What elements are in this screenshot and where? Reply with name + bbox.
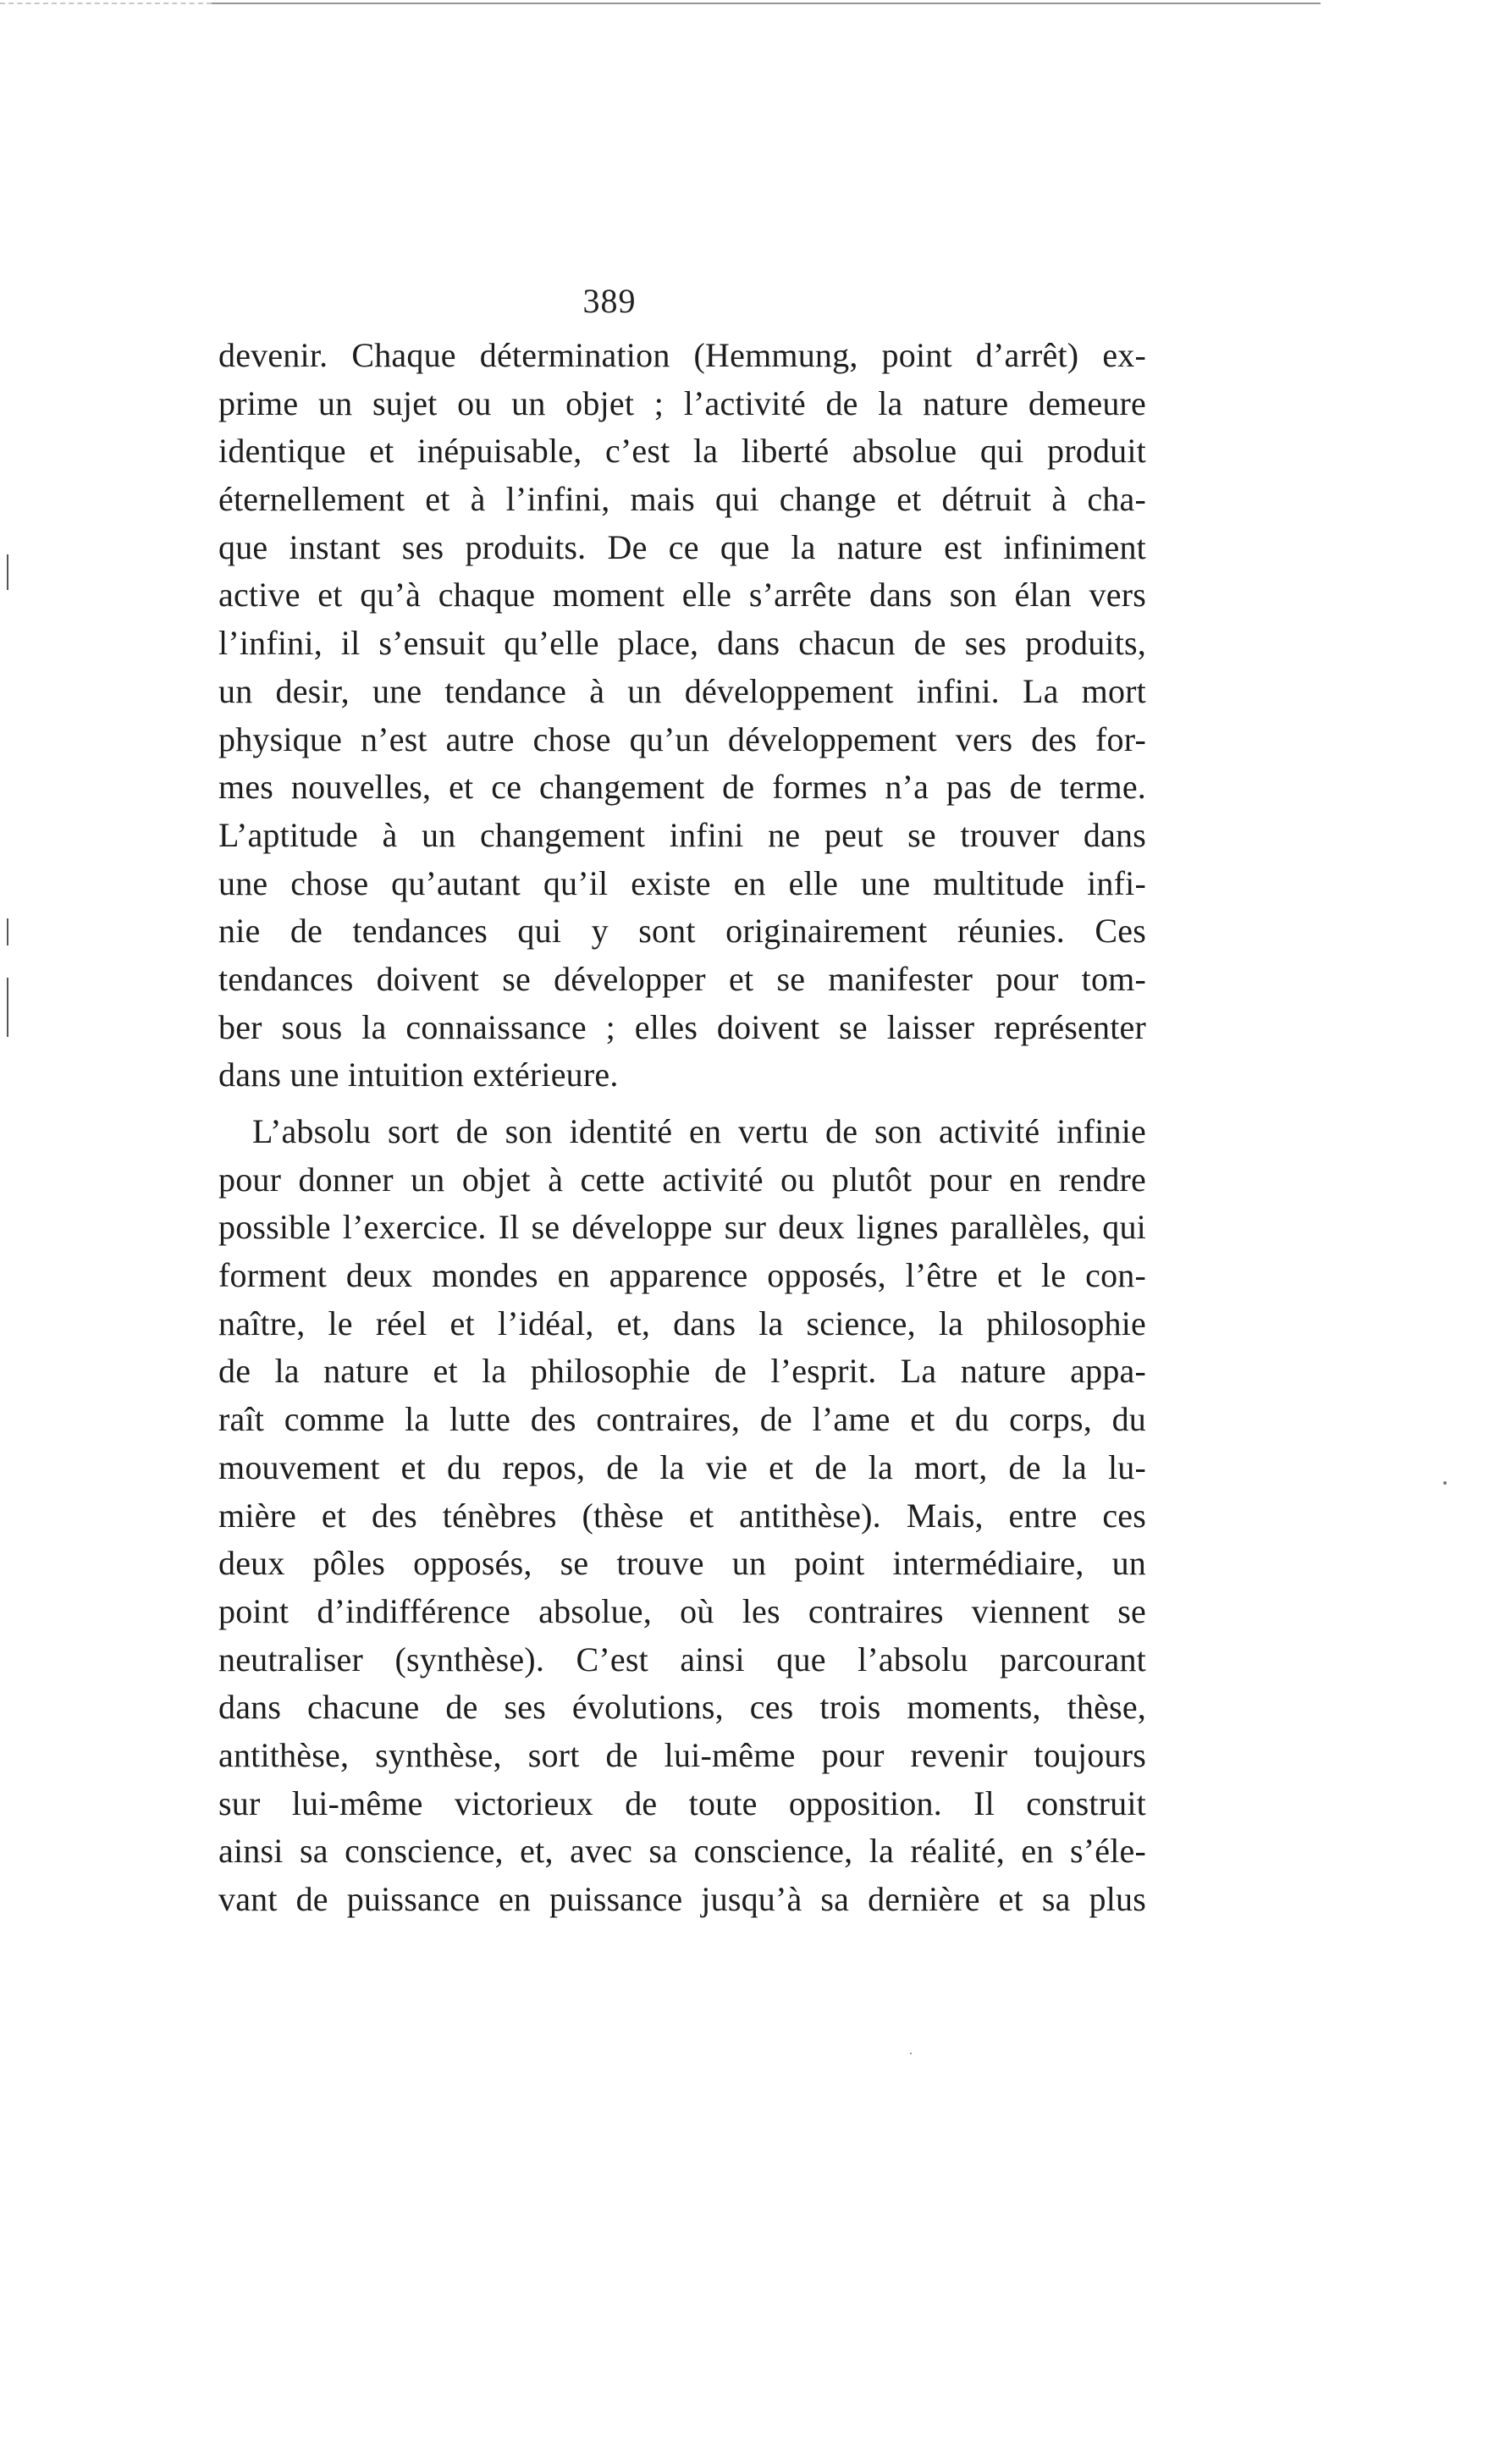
text-line: raît comme la lutte des contraires, de l’ame et du corps, du — [218, 1400, 1146, 1439]
text-line: antithèse, synthèse, sort de lui-même pour revenir toujours — [218, 1735, 1146, 1774]
scan-margin-mark — [7, 554, 8, 590]
paragraph — [218, 332, 1146, 1100]
text-line: mouvement et du repos, de la vie et de la mort, de la lu- — [218, 1447, 1146, 1486]
text-line: neutraliser (synthèse). C’est ainsi que l’absolu parcourant — [218, 1640, 1146, 1678]
text-line: forment deux mondes en apparence opposés, l’être et le con- — [218, 1256, 1146, 1295]
text-line: tendances doivent se développer et se manifester pour tom- — [218, 959, 1146, 998]
text-line: sur lui-même victorieux de toute opposition. Il construit — [218, 1783, 1146, 1822]
text-line: un desir, une tendance à un développement infini. La mort — [218, 671, 1146, 710]
scan-margin-mark — [7, 978, 8, 1037]
text-line: de la nature et la philosophie de l’esprit. La nature appa- — [218, 1352, 1146, 1391]
text-line: L’aptitude à un changement infini ne peut se trouver dans — [218, 815, 1146, 854]
text-line: prime un sujet ou un objet ; l’activité de la nature demeure — [218, 383, 1146, 422]
text-line: pour donner un objet à cette activité ou plutôt pour en rendre — [218, 1160, 1146, 1199]
text-line: active et qu’à chaque moment elle s’arrête dans son élan vers — [218, 576, 1146, 615]
text-line: éternellement et à l’infini, mais qui change et détruit à cha- — [218, 480, 1146, 519]
text-line: mière et des ténèbres (thèse et antithèse). Mais, entre ces — [218, 1496, 1146, 1535]
text-line: dans une intuition extérieure. — [218, 1056, 619, 1094]
text-line: que instant ses produits. De ce que la nature est infiniment — [218, 527, 1146, 566]
text-line: nie de tendances qui y sont originairement réunies. Ces — [218, 912, 1146, 951]
text-line: vant de puissance en puissance jusqu’à sa dernière et sa plus — [218, 1880, 1146, 1918]
text-line: une chose qu’autant qu’il existe en elle une multitude infi- — [218, 863, 1146, 902]
text-line: deux pôles opposés, se trouve un point intermédiaire, un — [218, 1544, 1146, 1583]
scan-margin-mark — [7, 918, 8, 945]
text-line: l’infini, il s’ensuit qu’elle place, dans chacun de ses produits, — [218, 624, 1146, 663]
text-line: mes nouvelles, et ce changement de formes n’a pas de terme. — [218, 768, 1146, 807]
text-line: ber sous la connaissance ; elles doivent se laisser représenter — [218, 1007, 1146, 1046]
text-line: point d’indifférence absolue, où les contraires viennent se — [218, 1591, 1146, 1630]
scan-speck — [1443, 1481, 1447, 1485]
scan-speck — [910, 2053, 912, 2054]
scan-top-edge — [212, 3, 1321, 4]
text-line: naître, le réel et l’idéal, et, dans la science, la philosophie — [218, 1304, 1146, 1342]
paragraph-gap — [218, 1100, 1146, 1108]
text-line: dans chacune de ses évolutions, ces trois moments, thèse, — [218, 1688, 1146, 1727]
body-text — [218, 332, 1146, 1924]
scan-top-edge-faint — [0, 3, 212, 5]
text-line: devenir. Chaque détermination (Hemmung, point d’arrêt) ex- — [218, 336, 1146, 374]
text-line: L’absolu sort de son identité en vertu de son activité infinie — [252, 1112, 1146, 1150]
text-line: identique et inépuisable, c’est la liberté absolue qui produit — [218, 432, 1146, 471]
text-line: possible l’exercice. Il se développe sur deux lignes parallèles, qui — [218, 1208, 1146, 1247]
text-line: physique n’est autre chose qu’un développement vers des for- — [218, 719, 1146, 758]
paragraph — [218, 1108, 1146, 1924]
text-line: ainsi sa conscience, et, avec sa conscience, la réalité, en s’éle- — [218, 1832, 1146, 1871]
page-number: 389 — [582, 282, 637, 320]
